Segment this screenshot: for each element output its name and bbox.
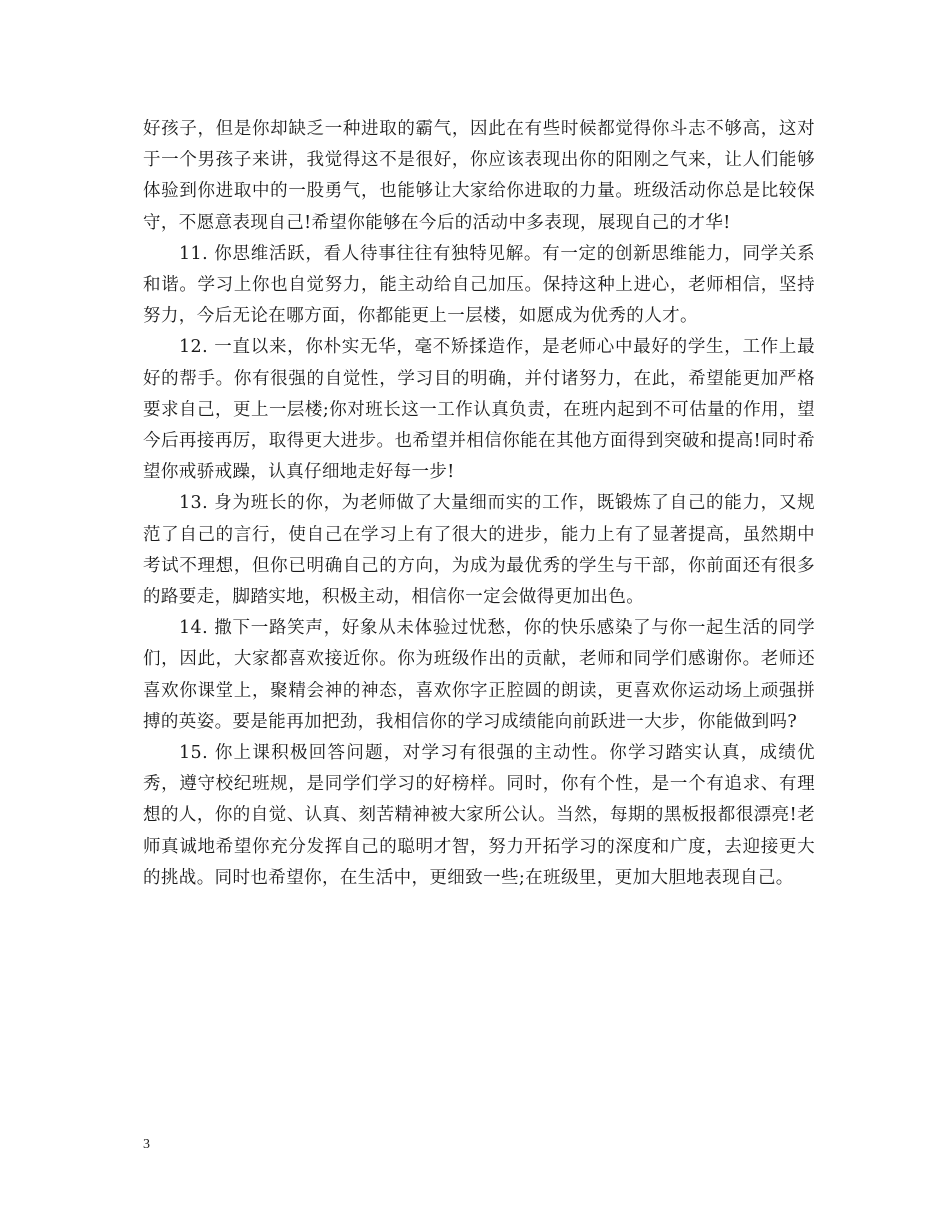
document-body — [143, 114, 815, 894]
paragraph-continuation: 好孩子，但是你却缺乏一种进取的霸气，因此在有些时候都觉得你斗志不够高，这对于一个男孩子来讲，我觉得这不是很好，你应该表现出你的阳刚之气来，让人们能够体验到你进取中的一股勇气，也能够让大家给你进取的力量。班级活动你总是比较保守，不愿意表现自己!希望你能够在今后的活动中多表现，展现自己的才华! — [143, 119, 815, 233]
paragraph-15: 15. 你上课积极回答问题，对学习有很强的主动性。你学习踏实认真，成绩优秀，遵守校纪班规，是同学们学习的好榜样。同时，你有个性，是一个有追求、有理想的人，你的自觉、认真、刻苦精神被大家所公认。当然，每期的黑板报都很漂亮!老师真诚地希望你充分发挥自己的聪明才智，努力开拓学习的深度和广度，去迎接更大的挑战。同时也希望你，在生活中，更细致一些;在班级里，更加大胆地表现自己。 — [143, 743, 815, 888]
page-number: 3 — [143, 1137, 150, 1152]
paragraph-11: 11. 你思维活跃，看人待事往往有独特见解。有一定的创新思维能力，同学关系和谐。学习上你也自觉努力，能主动给自己加压。保持这种上进心，老师相信，坚持努力，今后无论在哪方面，你都能更上一层楼，如愿成为优秀的人才。 — [143, 243, 815, 327]
paragraph-14: 14. 撒下一路笑声，好象从未体验过忧愁，你的快乐感染了与你一起生活的同学们，因此，大家都喜欢接近你。你为班级作出的贡献，老师和同学们感谢你。老师还喜欢你课堂上，聚精会神的神态，喜欢你字正腔圆的朗读，更喜欢你运动场上顽强拼搏的英姿。要是能再加把劲，我相信你的学习成绩能向前跃进一大步，你能做到吗? — [143, 618, 815, 732]
paragraph-12: 12. 一直以来，你朴实无华，毫不矫揉造作，是老师心中最好的学生，工作上最好的帮手。你有很强的自觉性，学习目的明确，并付诸努力，在此，希望能更加严格要求自己，更上一层楼;你对班长这一工作认真负责，在班内起到不可估量的作用，望今后再接再厉，取得更大进步。也希望并相信你能在其他方面得到突破和提高!同时希望你戒骄戒躁，认真仔细地走好每一步! — [143, 337, 815, 483]
paragraph-13: 13. 身为班长的你，为老师做了大量细而实的工作，既锻炼了自己的能力，又规范了自己的言行，使自己在学习上有了很大的进步，能力上有了显著提高，虽然期中考试不理想，但你已明确自己的方向，为成为最优秀的学生与干部，你前面还有很多的路要走，脚踏实地，积极主动，相信你一定会做得更加出色。 — [143, 493, 815, 608]
